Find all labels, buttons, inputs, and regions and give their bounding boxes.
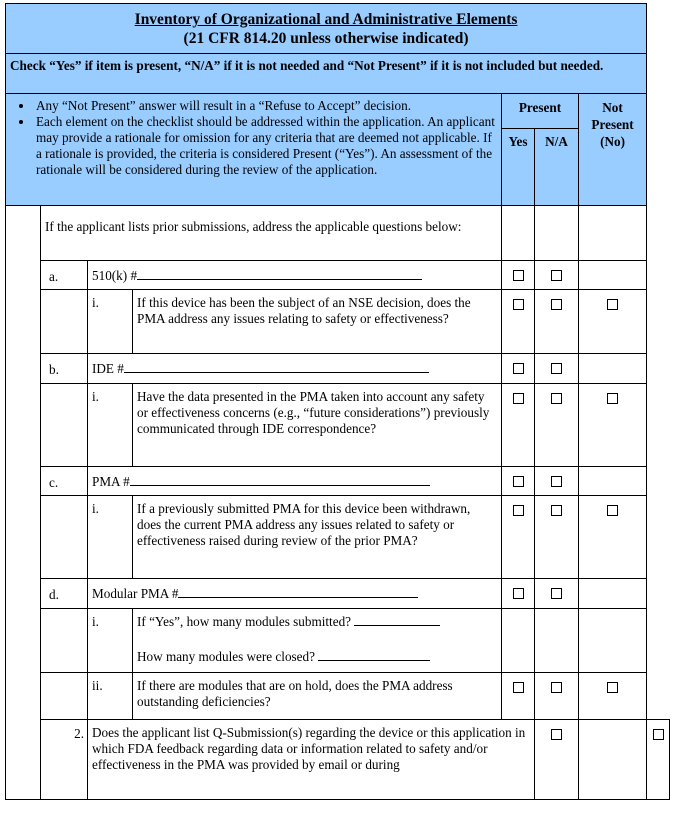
modules-closed-field[interactable]: [318, 649, 430, 661]
yes-checkbox[interactable]: [513, 363, 524, 374]
na-checkbox[interactable]: [551, 363, 562, 374]
modules-submitted-label: If “Yes”, how many modules submitted?: [137, 614, 352, 629]
item-a-i-text: If this device has been the subject of an NSE decision, does the PMA address any issues relating to safety or effectiveness?: [133, 290, 502, 354]
yes-checkbox[interactable]: [513, 505, 524, 516]
checklist-table: [5, 3, 670, 800]
item-label-a: a.: [41, 261, 88, 290]
na-checkbox[interactable]: [551, 393, 562, 404]
item-d-ii-text: If there are modules that are on hold, does the PMA address outstanding deficiencies?: [133, 673, 502, 720]
na-checkbox[interactable]: [551, 299, 562, 310]
item-label-a-i: i.: [88, 290, 133, 354]
item-c-i-text: If a previously submitted PMA for this device been withdrawn, does the current PMA address any issues related to safety or effectiveness raised during review of the prior PMA?: [133, 496, 502, 579]
instructions: Check “Yes” if item is present, “N/A” if it is not needed and “Not Present” if it is not included but needed.: [6, 54, 647, 94]
notes-list: [6, 98, 497, 178]
na-header: N/A: [535, 129, 579, 206]
title-line-2: (21 CFR 814.20 unless otherwise indicated): [183, 30, 469, 47]
question-number-1-cell: [6, 206, 41, 800]
modules-submitted-line: [137, 614, 495, 649]
item-pma: [88, 467, 502, 496]
pma-number-field[interactable]: [130, 474, 430, 486]
not-present-checkbox[interactable]: [607, 299, 618, 310]
yes-checkbox[interactable]: [513, 299, 524, 310]
modules-closed-label: How many modules were closed?: [137, 649, 315, 664]
510k-number-field[interactable]: [137, 268, 422, 280]
na-checkbox[interactable]: [551, 476, 562, 487]
item-label-d-i: i.: [88, 609, 133, 673]
not-present-header: [579, 94, 647, 206]
yes-checkbox[interactable]: [513, 393, 524, 404]
question-2-text: Does the applicant list Q-Submission(s) regarding the device or this application in which FDA feedback regarding data or information related to safety and/or effectiveness in the PMA was provided by email or during: [88, 720, 535, 800]
yes-checkbox[interactable]: [513, 588, 524, 599]
modular-pma-number-field[interactable]: [178, 586, 418, 598]
modules-submitted-field[interactable]: [354, 614, 440, 626]
modules-closed-line: [137, 649, 495, 665]
item-label-d: d.: [41, 579, 88, 609]
item-modular-pma-label: Modular PMA #: [92, 586, 179, 601]
item-b-i-text: Have the data presented in the PMA taken into account any safety or effectiveness concerns (e.g., “future considerations”) previously communicated through IDE correspondence?: [133, 384, 502, 467]
notes-cell: [6, 94, 502, 206]
not-present-checkbox[interactable]: [653, 729, 664, 740]
note-item: • Any “Not Present” answer will result in a “Refuse to Accept” decision.: [34, 98, 497, 114]
item-ide: [88, 354, 502, 384]
item-label-d-ii: ii.: [88, 673, 133, 720]
item-modular-pma: [88, 579, 502, 609]
title-line-1: Inventory of Organizational and Administrative Elements: [134, 11, 518, 28]
item-label-b: b.: [41, 354, 88, 384]
na-checkbox[interactable]: [551, 588, 562, 599]
item-label-c-i: i.: [88, 496, 133, 579]
not-present-checkbox[interactable]: [607, 682, 618, 693]
item-510k: [88, 261, 502, 290]
yes-checkbox[interactable]: [513, 682, 524, 693]
not-present-line-2: Present: [591, 117, 634, 132]
note-item: • Each element on the checklist should be addressed within the application. An applicant may provide a rationale for omission for any criteria that are deemed not applicable. If a rationale is provided, the criteria is considered Present (“Yes”). An assessment of the rationale will be considered during the review of the application.: [34, 114, 497, 178]
item-d-i-text: [133, 609, 502, 673]
ide-number-field[interactable]: [124, 361, 429, 373]
not-present-checkbox[interactable]: [607, 505, 618, 516]
question-number-2: 2.: [41, 720, 88, 800]
item-510k-label: 510(k) #: [92, 268, 138, 283]
na-checkbox[interactable]: [551, 270, 562, 281]
na-checkbox[interactable]: [551, 682, 562, 693]
item-ide-label: IDE #: [92, 361, 124, 376]
yes-checkbox[interactable]: [513, 476, 524, 487]
prior-submissions-intro: If the applicant lists prior submissions, address the applicable questions below:: [41, 206, 502, 261]
yes-checkbox[interactable]: [551, 729, 562, 740]
item-label-b-i: i.: [88, 384, 133, 467]
not-present-line-3: (No): [600, 134, 625, 149]
item-pma-label: PMA #: [92, 474, 130, 489]
yes-checkbox[interactable]: [513, 270, 524, 281]
present-header: Present: [502, 94, 579, 129]
na-checkbox[interactable]: [551, 505, 562, 516]
not-present-checkbox[interactable]: [607, 393, 618, 404]
item-label-c: c.: [41, 467, 88, 496]
section-title: [6, 4, 647, 54]
not-present-line-1: Not: [602, 100, 623, 115]
yes-header: Yes: [502, 129, 535, 206]
